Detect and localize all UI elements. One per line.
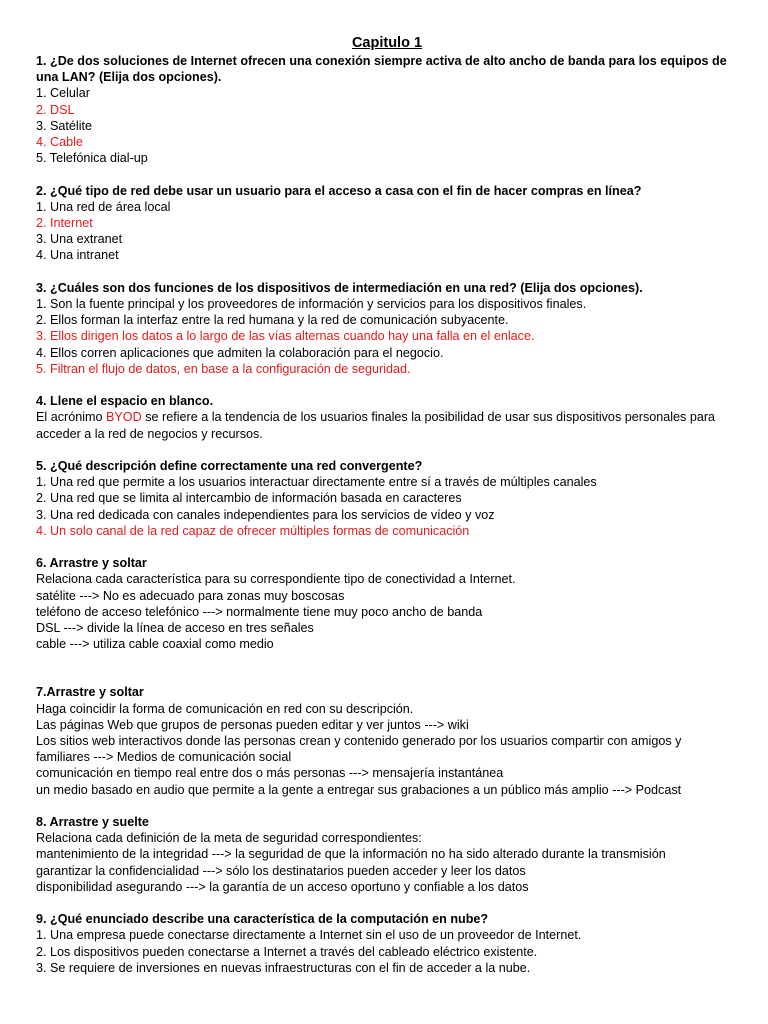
question-1 — [36, 53, 738, 166]
page-title: Capitulo 1 — [351, 35, 423, 51]
option-correct: 2. DSL — [36, 102, 75, 117]
option-correct: 5. Filtran el flujo de datos, en base a la configuración de seguridad. — [36, 361, 411, 376]
option: 5. Telefónica dial-up — [36, 151, 148, 166]
match-line: garantizar la confidencialidad ---> sólo los destinatarios pueden acceder y leer los datos — [36, 863, 526, 878]
option: 1. Una empresa puede conectarse directamente a Internet sin el uso de un proveedor de Internet. — [36, 928, 582, 943]
question-8 — [36, 814, 738, 895]
question-text: 1. ¿De dos soluciones de Internet ofrecen una conexión siempre activa de alto ancho de banda para los equipos de una LAN? (Elija dos opciones). — [36, 54, 727, 85]
match-line: cable ---> utiliza cable coaxial como medio — [36, 637, 274, 652]
question-text: 8. Arrastre y suelte — [36, 815, 149, 830]
answer-highlight: BYOD — [106, 410, 142, 425]
text-before: El acrónimo — [36, 410, 106, 425]
question-text: 6. Arrastre y soltar — [36, 556, 147, 571]
question-text: 4. Llene el espacio en blanco. — [36, 394, 214, 409]
option: 1. Una red que permite a los usuarios interactuar directamente entre sí a través de múltiples canales — [36, 475, 597, 490]
question-text: 3. ¿Cuáles son dos funciones de los dispositivos de intermediación en una red? (Elija dos opciones). — [36, 280, 643, 295]
text-after: se refiere a la tendencia de los usuarios finales la posibilidad de usar sus dispositivos personales para acceder a la red de negocios y recursos. — [36, 410, 716, 441]
option: 1. Celular — [36, 86, 90, 101]
match-line: satélite ---> No es adecuado para zonas muy boscosas — [36, 588, 345, 603]
match-line: Los sitios web interactivos donde las personas crean y contenido generado por los usuarios compartir con amigos y familiares ---> Medios de comunicación social — [36, 734, 682, 765]
option: 4. Ellos corren aplicaciones que admiten la colaboración para el negocio. — [36, 345, 444, 360]
option: 2. Una red que se limita al intercambio de información basada en caracteres — [36, 491, 462, 506]
instruction: Relaciona cada característica para su correspondiente tipo de conectividad a Internet. — [36, 572, 516, 587]
option: 1. Una red de área local — [36, 199, 171, 214]
question-6 — [36, 555, 738, 652]
match-line: un medio basado en audio que permite a la gente a entregar sus grabaciones a un público más amplio ---> Podcast — [36, 782, 682, 797]
question-9 — [36, 911, 738, 976]
match-line: mantenimiento de la integridad ---> la seguridad de que la información no ha sido alterado durante la transmisión — [36, 847, 666, 862]
match-line: disponibilidad asegurando ---> la garantía de un acceso oportuno y confiable a los datos — [36, 879, 529, 894]
question-text: 7.Arrastre y soltar — [36, 685, 144, 700]
instruction: Haga coincidir la forma de comunicación en red con su descripción. — [36, 701, 414, 716]
match-line: Las páginas Web que grupos de personas pueden editar y ver juntos ---> wiki — [36, 717, 469, 732]
match-line: comunicación en tiempo real entre dos o más personas ---> mensajería instantánea — [36, 766, 504, 781]
option-correct: 4. Un solo canal de la red capaz de ofrecer múltiples formas de comunicación — [36, 523, 470, 538]
match-line: teléfono de acceso telefónico ---> normalmente tiene muy poco ancho de banda — [36, 604, 483, 619]
match-line: DSL ---> divide la línea de acceso en tres señales — [36, 621, 314, 636]
option: 1. Son la fuente principal y los proveedores de información y servicios para los dispositivos finales. — [36, 297, 587, 312]
question-text: 2. ¿Qué tipo de red debe usar un usuario para el acceso a casa con el fin de hacer compras en línea? — [36, 183, 642, 198]
option: 3. Una red dedicada con canales independientes para los servicios de vídeo y voz — [36, 507, 495, 522]
option: 2. Ellos forman la interfaz entre la red humana y la red de comunicación subyacente. — [36, 313, 509, 328]
fill-in-answer-text — [36, 409, 738, 441]
question-4 — [36, 393, 738, 442]
option-correct: 3. Ellos dirigen los datos a lo largo de las vías alternas cuando hay una falla en el enlace. — [36, 329, 535, 344]
question-5 — [36, 458, 738, 539]
question-text: 5. ¿Qué descripción define correctamente una red convergente? — [36, 459, 423, 474]
question-text: 9. ¿Qué enunciado describe una característica de la computación en nube? — [36, 912, 489, 927]
option: 3. Se requiere de inversiones en nuevas infraestructuras con el fin de acceder a la nube. — [36, 960, 531, 975]
question-7 — [36, 684, 738, 797]
option: 2. Los dispositivos pueden conectarse a Internet a través del cableado eléctrico existente. — [36, 944, 538, 959]
option: 4. Una intranet — [36, 248, 119, 263]
option-correct: 2. Internet — [36, 216, 93, 231]
option-correct: 4. Cable — [36, 135, 83, 150]
option: 3. Satélite — [36, 118, 93, 133]
instruction: Relaciona cada definición de la meta de seguridad correspondientes: — [36, 831, 422, 846]
question-3 — [36, 280, 738, 377]
option: 3. Una extranet — [36, 232, 123, 247]
question-2 — [36, 183, 738, 264]
